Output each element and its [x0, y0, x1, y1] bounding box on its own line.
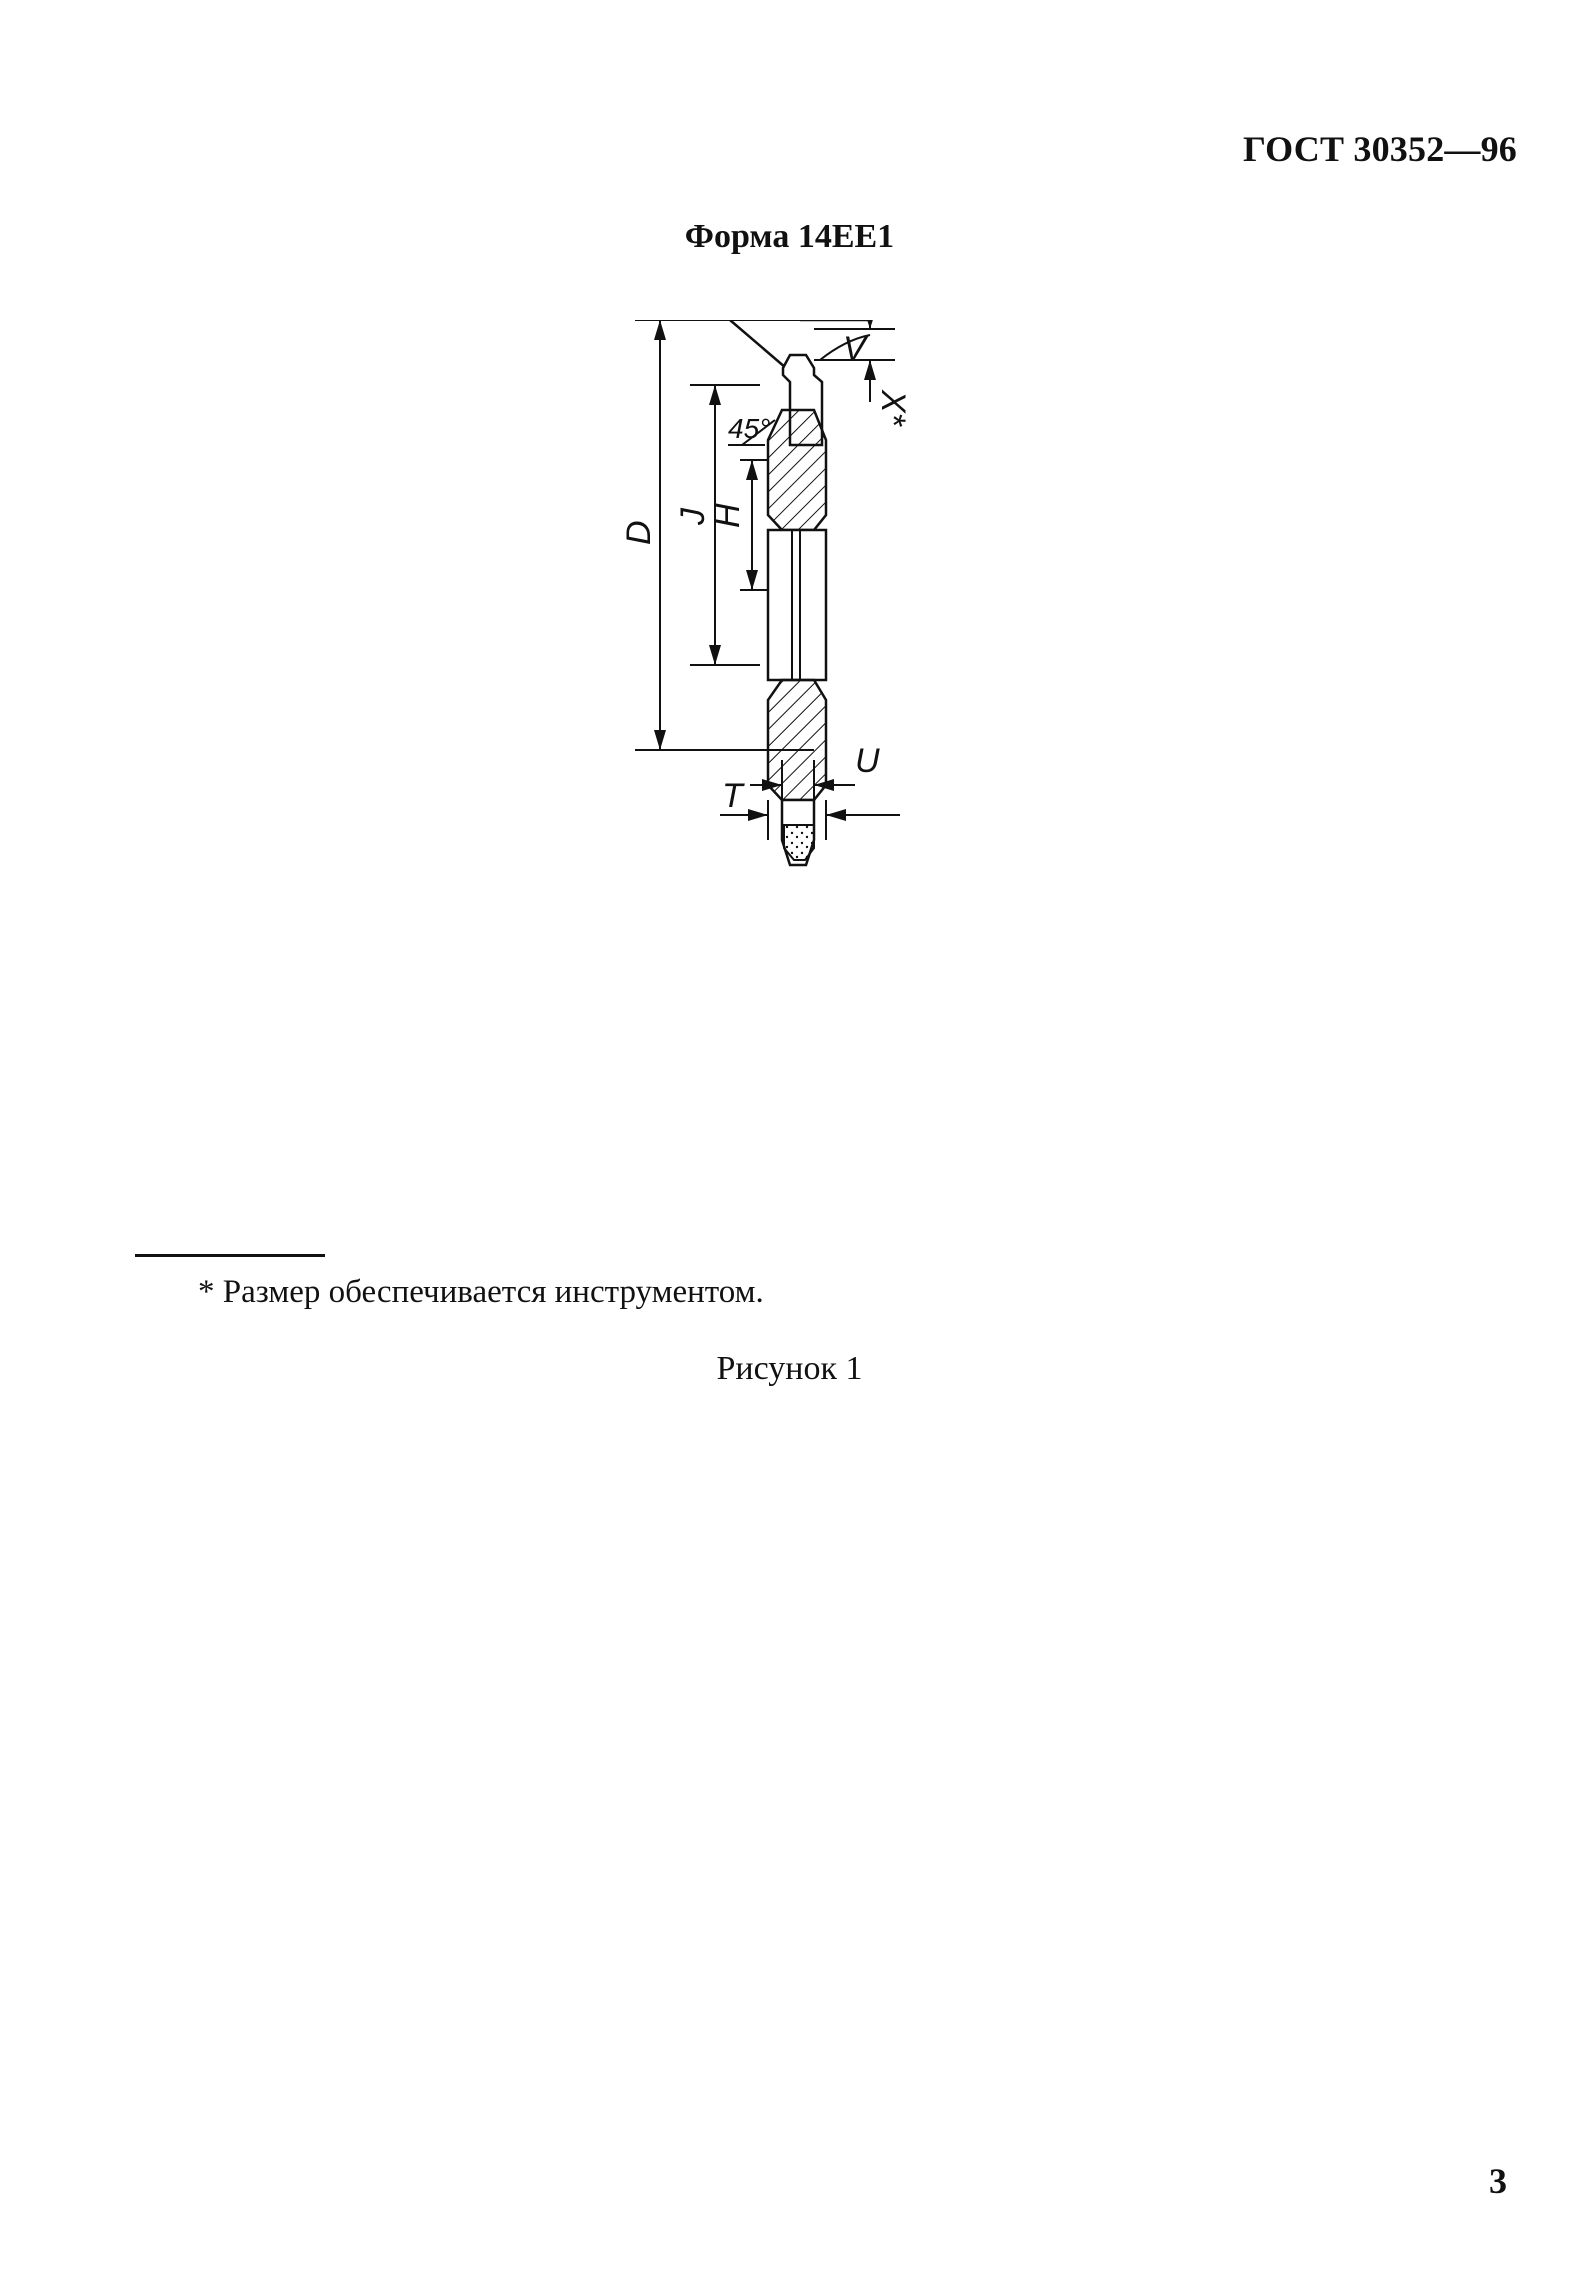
label-t: T: [722, 777, 743, 815]
label-j: J: [674, 508, 712, 525]
label-v: V: [843, 330, 866, 368]
footnote-text: * Размер обеспечивается инструментом.: [198, 1274, 764, 1310]
label-x: X*: [874, 390, 912, 426]
label-u: U: [855, 742, 880, 780]
drawing-svg: [600, 320, 1040, 1220]
label-angle: 45°: [728, 413, 771, 444]
disk-profile: [768, 355, 826, 865]
label-h: H: [709, 503, 747, 528]
page-number: 3: [1489, 2161, 1507, 2201]
figure-caption: Рисунок 1: [716, 1350, 863, 1387]
footnote-divider: [135, 1254, 325, 1257]
form-title: Форма 14EE1: [684, 218, 895, 255]
standard-code: ГОСТ 30352—96: [1242, 129, 1517, 169]
technical-drawing: [600, 320, 1040, 1220]
label-d: D: [620, 520, 658, 545]
